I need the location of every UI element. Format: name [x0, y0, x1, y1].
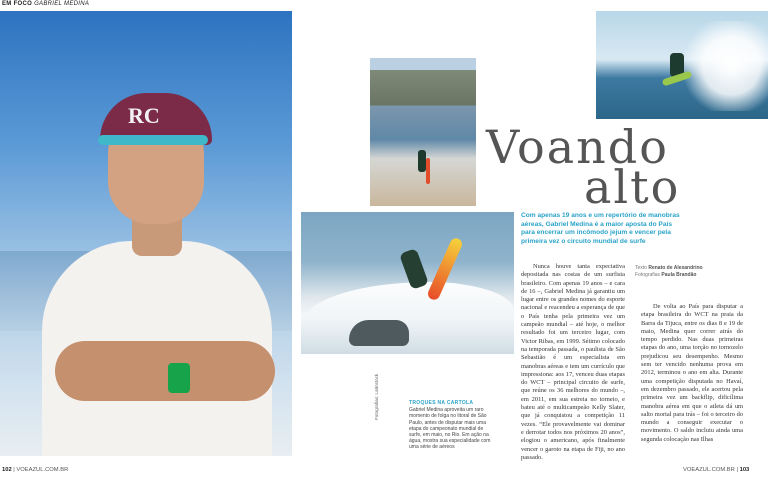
beach-photo	[370, 58, 476, 206]
body-paragraph: De volta ao País para disputar a etapa brasileira do WCT na praia da Barra da Tijuca, entre os dias 8 e 19 de maio, Medina quer correr atrás do tempo perdido. Nas duas primeiras etapas do ano, uma torção no tornozelo prejudicou seu desempenho. Mesmo sem ter vencido nenhuma prova em 2012, terminou o ano em alta. Durante uma competição disputada no Havaí, em dezembro passado, ele acertou pela primeira vez um backflip, dificílima manobra aérea em que o atleta dá um salto mortal para trás – foi o terceiro do mundo a conseguir executar o movimento. O saldo incluiu ainda uma segunda colocação nas Ilhas	[641, 303, 743, 443]
text-credit-label: Texto	[635, 265, 647, 271]
hero-portrait-photo	[0, 11, 292, 456]
caption-title: TROQUES NA CARTOLA	[409, 400, 474, 406]
lede-paragraph: Com apenas 19 anos e um repertório de manobras aéreas, Gabriel Medina é a maior aposta do País para encerrar um incômodo jejum e vencer pela primeira vez o circuito mundial de surfe	[521, 212, 680, 245]
caption-text: Gabriel Medina aproveita um raro momento de folga no litoral de São Paulo, antes de disputar mais uma etapa do campeonato mundial de surfe, em maio, no Rio. Em ação na água, mostra sua especialidade com uma série de aéreos	[409, 407, 491, 451]
site-url-left: VOEAZUL.COM.BR	[16, 467, 69, 473]
site-url-right: VOEAZUL.COM.BR	[683, 467, 735, 473]
folio-left: 102 | VOEAZUL.COM.BR	[2, 467, 69, 473]
aerial-maneuver-photo	[596, 11, 768, 119]
page-number-left: 102	[2, 467, 12, 473]
text-credit-author: Renato de Alexandrino	[648, 265, 703, 271]
section-label: EM FOCO	[2, 1, 33, 7]
byline	[635, 265, 703, 279]
headline-line2: alto	[584, 160, 681, 214]
headline-line1: Voando	[486, 120, 669, 174]
cap-logo: RC	[128, 103, 160, 128]
section-kicker	[2, 1, 89, 7]
body-paragraph: Nunca houve tanta expectativa depositada nas costas de um surfista brasileiro. Com apenas 19 anos – e cara de 16 –, Gabriel Medina já garantiu um lugar entre os grandes nomes do esporte nacional e reacendeu a esperança de que o País tenha pela primeira vez um campeão mundial – até hoje, o melhor resultado foi um terceiro lugar, com Victor Ribas, em 1999. Sétimo colocado na temporada passada, o paulista de São Sebastião é um especialista em manobras aéreas e tem um currículo que impressiona: aos 17, venceu duas etapas do WCT – principal circuito de surfe, que reúne os 36 melhores do mundo –, em 2011, em sua estreia no torneio, e bateu até o multicampeão Kelly Slater, que já conquistou a competição 11 vezes. “Ele provavelmente vai dominar e derrotar todos nos próximos 20 anos”, elogiou o americano, após finalmente vencer o garoto na etapa de Fiji, no ano passado.	[521, 263, 625, 461]
wave-action-photo	[301, 212, 514, 354]
subject-label: GABRIEL MEDINA	[34, 1, 90, 7]
page-number-right: 103	[739, 467, 750, 473]
watch-graphic	[168, 363, 190, 393]
folio-right: VOEAZUL.COM.BR | 103	[683, 467, 750, 473]
photo-caption	[409, 400, 491, 451]
body-column-2	[641, 303, 743, 444]
photo-credit-author: Paula Brandão	[661, 272, 697, 278]
photo-credit-vertical: Fotografias: Latinstock	[374, 373, 379, 420]
body-column-1	[521, 263, 625, 462]
photo-credit-label: Fotografias	[635, 272, 661, 278]
